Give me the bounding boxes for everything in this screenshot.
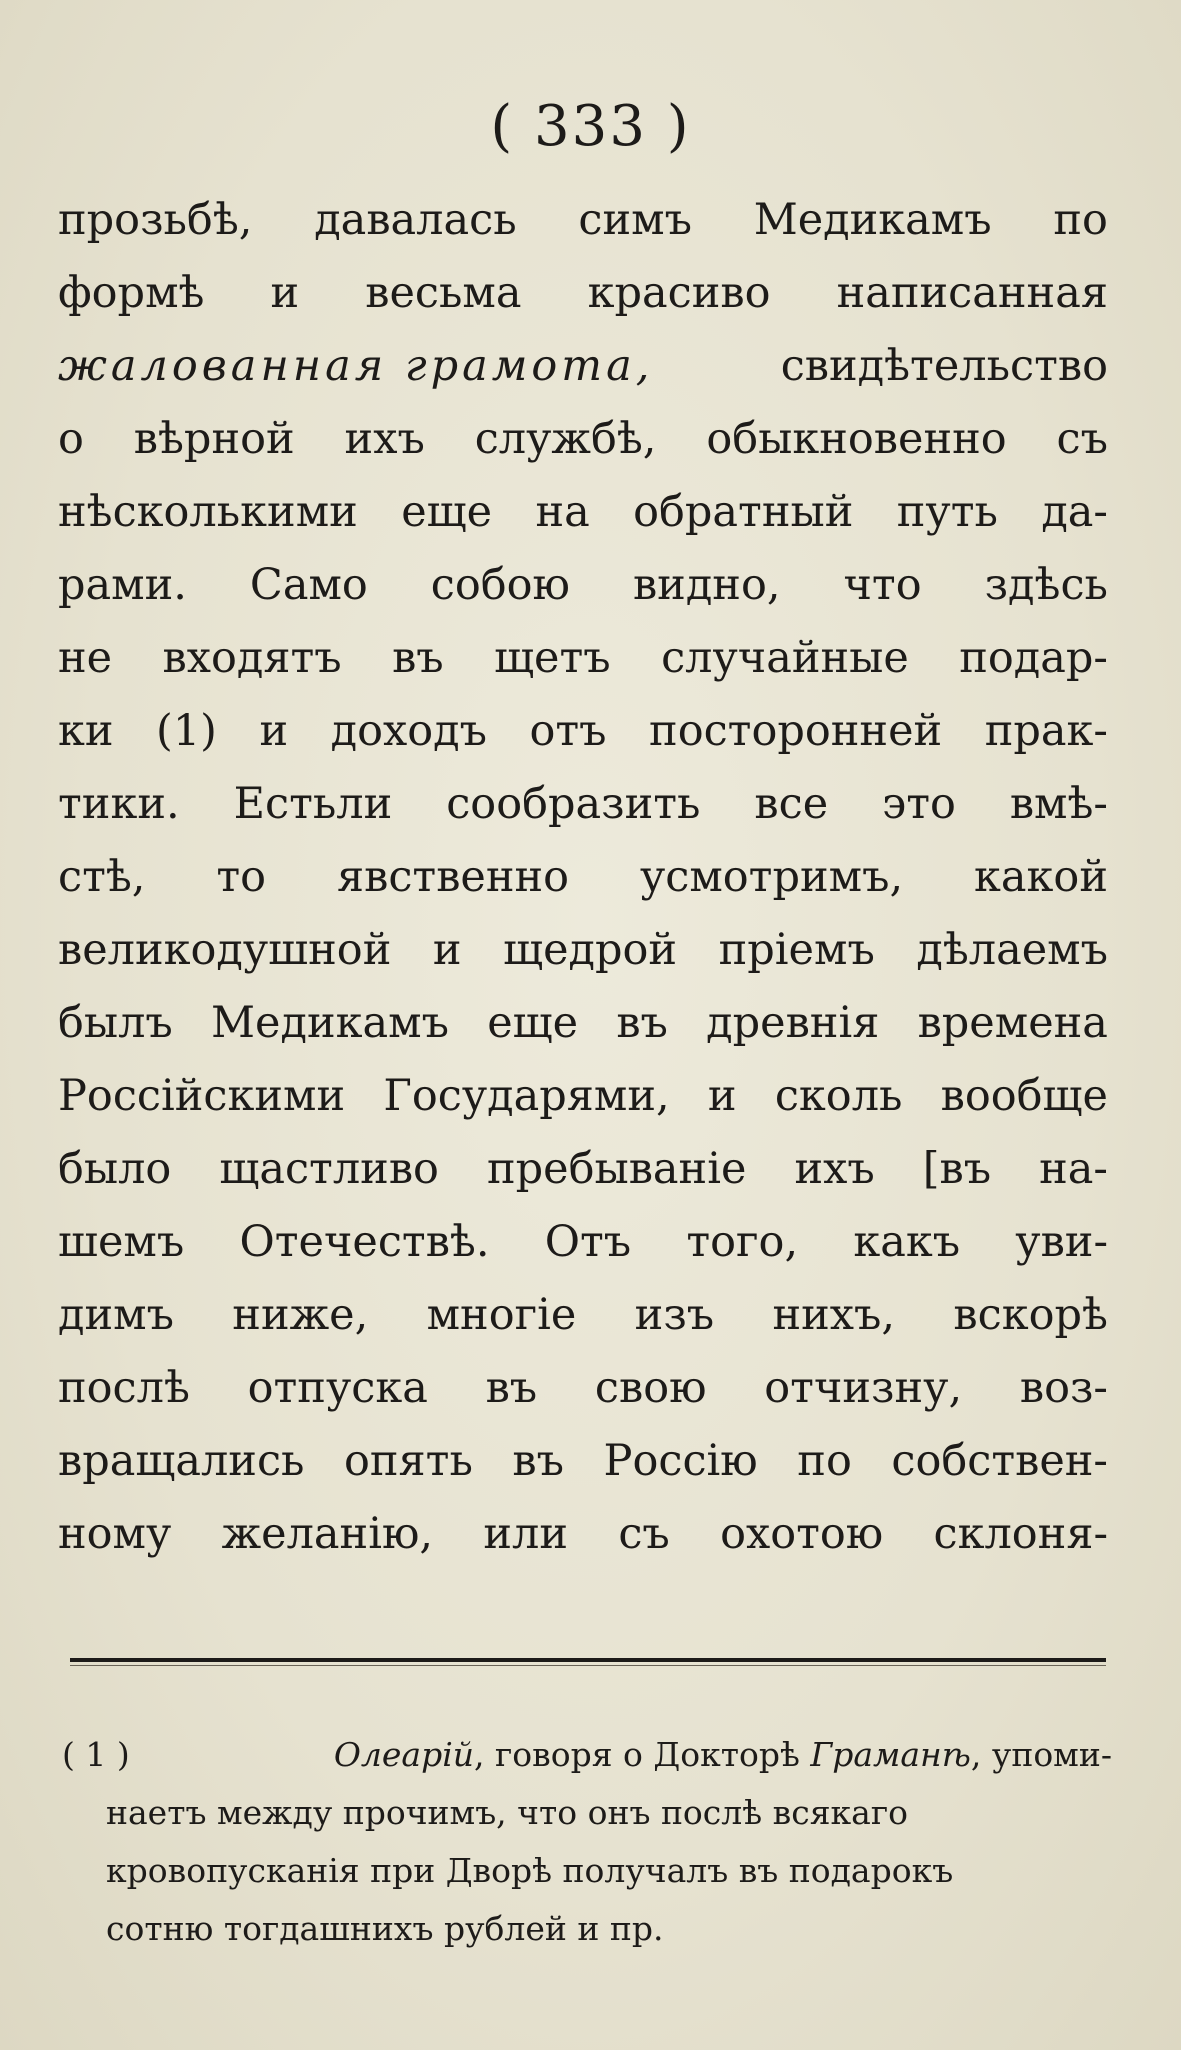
text-word: Медикамъ: [211, 998, 449, 1048]
text-word: ки: [58, 706, 114, 756]
text-word: тики.: [58, 779, 180, 829]
text-word: что: [843, 560, 922, 610]
text-word: прозьбѣ,: [58, 195, 253, 245]
text-word: случайные: [661, 633, 909, 683]
text-word: вмѣ-: [1009, 779, 1108, 829]
text-word: съ: [1056, 414, 1108, 464]
text-word: охотою: [720, 1509, 884, 1559]
text-word: красиво: [587, 268, 771, 318]
text-word: по: [1053, 195, 1108, 245]
text-word: или: [483, 1509, 569, 1559]
text-word: усмотримъ,: [639, 852, 904, 902]
text-word: опять: [344, 1436, 473, 1486]
text-word: желанію,: [221, 1509, 434, 1559]
text-word: на: [535, 487, 590, 537]
page-number: ( 333 ): [490, 94, 691, 159]
text-word: въ: [485, 1363, 538, 1413]
footnote-line: наетъ между прочимъ, что онъ послѣ всякаго: [106, 1793, 908, 1832]
text-word: свою: [594, 1363, 707, 1413]
text-line: [58, 330, 1108, 403]
text-word: какъ: [853, 1217, 961, 1267]
text-word: щедрой: [503, 925, 678, 975]
text-line: [58, 914, 1108, 987]
text-line: [58, 403, 1108, 476]
text-word: Государями,: [383, 1071, 670, 1121]
text-word: щетъ: [494, 633, 611, 683]
text-line: [58, 695, 1108, 768]
text-word: жалованная грамота,: [58, 341, 654, 391]
text-line: [58, 1498, 1108, 1571]
text-word: отпуска: [247, 1363, 428, 1413]
text-word: все: [754, 779, 829, 829]
text-word: видно,: [632, 560, 781, 610]
text-word: формѣ: [58, 268, 205, 318]
text-word: былъ: [58, 998, 173, 1048]
text-line: [58, 257, 1108, 330]
text-word: здѣсь: [984, 560, 1108, 610]
text-word: еще: [401, 487, 493, 537]
text-word: путь: [896, 487, 998, 537]
text-word: явственно: [336, 852, 570, 902]
text-line: [58, 841, 1108, 914]
text-word: Россійскими: [58, 1071, 346, 1121]
text-word: сообразить: [446, 779, 701, 829]
text-word: весьма: [365, 268, 522, 318]
text-word: стѣ,: [58, 852, 146, 902]
text-word: въ: [392, 633, 444, 683]
text-word: Медикамъ: [753, 195, 992, 245]
footnote-text: [334, 1726, 1112, 1784]
text-word: собствен-: [891, 1436, 1108, 1486]
text-word: службѣ,: [474, 414, 657, 464]
text-word: свидѣтельство: [780, 341, 1108, 391]
text-line: [58, 1425, 1108, 1498]
text-word: воз-: [1019, 1363, 1108, 1413]
footnote-marker: ( 1 ): [62, 1735, 130, 1774]
text-word: шемъ: [58, 1217, 185, 1267]
footnote-text-part: , упоми-: [970, 1735, 1112, 1774]
text-word: Отечествѣ.: [239, 1217, 490, 1267]
text-word: ному: [58, 1509, 172, 1559]
text-word: входятъ: [162, 633, 342, 683]
text-word: и: [270, 268, 300, 318]
text-word: и: [259, 706, 289, 756]
text-word: симъ: [578, 195, 692, 245]
text-line: [58, 768, 1108, 841]
text-word: по: [797, 1436, 852, 1486]
footnote-line: кровопусканія при Дворѣ получалъ въ подарокъ: [106, 1851, 954, 1890]
text-word: времена: [917, 998, 1108, 1048]
text-line: [58, 1060, 1108, 1133]
text-word: Само: [249, 560, 368, 610]
text-word: уви-: [1015, 1217, 1108, 1267]
text-word: изъ: [634, 1290, 715, 1340]
text-word: посторонней: [649, 706, 943, 756]
text-word: (1): [156, 706, 217, 756]
text-word: вообще: [940, 1071, 1108, 1121]
footnote-rule-thin: [70, 1665, 1106, 1666]
text-word: это: [882, 779, 956, 829]
text-line: [58, 476, 1108, 549]
text-line: [58, 184, 1108, 257]
text-word: на-: [1039, 1144, 1108, 1194]
footnote-text-part: , говоря о Докторѣ: [474, 1735, 800, 1774]
footnote-line: [62, 1726, 1112, 1784]
text-word: димъ: [58, 1290, 174, 1340]
text-word: какой: [974, 852, 1108, 902]
text-word: еще: [487, 998, 579, 1048]
text-word: и: [707, 1071, 737, 1121]
text-word: нихъ,: [772, 1290, 896, 1340]
text-word: отъ: [529, 706, 607, 756]
footnote-line: сотню тогдашнихъ рублей и пр.: [106, 1909, 664, 1948]
text-line: [58, 1352, 1108, 1425]
footnote: [62, 1726, 1112, 1958]
text-word: дѣлаемъ: [916, 925, 1108, 975]
text-word: въ: [616, 998, 668, 1048]
text-word: было: [58, 1144, 172, 1194]
text-word: собою: [430, 560, 570, 610]
footnote-name: Граманѣ: [810, 1735, 971, 1774]
text-line: [58, 1133, 1108, 1206]
text-word: въ: [512, 1436, 564, 1486]
text-word: отчизну,: [764, 1363, 963, 1413]
text-word: съ: [618, 1509, 670, 1559]
text-line: [58, 622, 1108, 695]
text-word: рами.: [58, 560, 187, 610]
text-word: о: [58, 414, 84, 464]
text-word: то: [216, 852, 267, 902]
text-word: склоня-: [933, 1509, 1108, 1559]
main-text: [58, 184, 1108, 1571]
text-word: пребываніе: [486, 1144, 747, 1194]
text-word: Естьли: [233, 779, 393, 829]
text-line: [58, 549, 1108, 622]
text-word: Россію: [603, 1436, 758, 1486]
text-word: того,: [686, 1217, 799, 1267]
text-word: сколь: [774, 1071, 903, 1121]
text-word: подар-: [959, 633, 1108, 683]
text-word: щастливо: [219, 1144, 439, 1194]
text-line: [58, 987, 1108, 1060]
text-word: вѣрной: [133, 414, 295, 464]
text-word: послѣ: [58, 1363, 190, 1413]
footnote-author: Олеарій: [333, 1735, 475, 1774]
text-word: Отъ: [544, 1217, 632, 1267]
text-line: [58, 1279, 1108, 1352]
text-word: и: [432, 925, 462, 975]
text-word: давалась: [314, 195, 517, 245]
text-word: древнія: [706, 998, 880, 1048]
text-word: ихъ: [344, 414, 425, 464]
text-word: обыкновенно: [706, 414, 1007, 464]
footnote-rule: [70, 1658, 1106, 1662]
text-word: написанная: [836, 268, 1108, 318]
text-word: да-: [1041, 487, 1108, 537]
text-line: [58, 1206, 1108, 1279]
text-word: великодушной: [58, 925, 392, 975]
text-word: доходъ: [330, 706, 487, 756]
text-word: вращались: [58, 1436, 305, 1486]
text-word: ниже,: [232, 1290, 369, 1340]
text-word: прак-: [984, 706, 1108, 756]
text-word: не: [58, 633, 113, 683]
text-word: многіе: [426, 1290, 577, 1340]
text-word: [въ: [922, 1144, 992, 1194]
text-word: пріемъ: [718, 925, 875, 975]
text-word: ихъ: [794, 1144, 875, 1194]
text-word: нѣсколькими: [58, 487, 358, 537]
text-word: вскорѣ: [953, 1290, 1108, 1340]
text-word: обратный: [633, 487, 854, 537]
